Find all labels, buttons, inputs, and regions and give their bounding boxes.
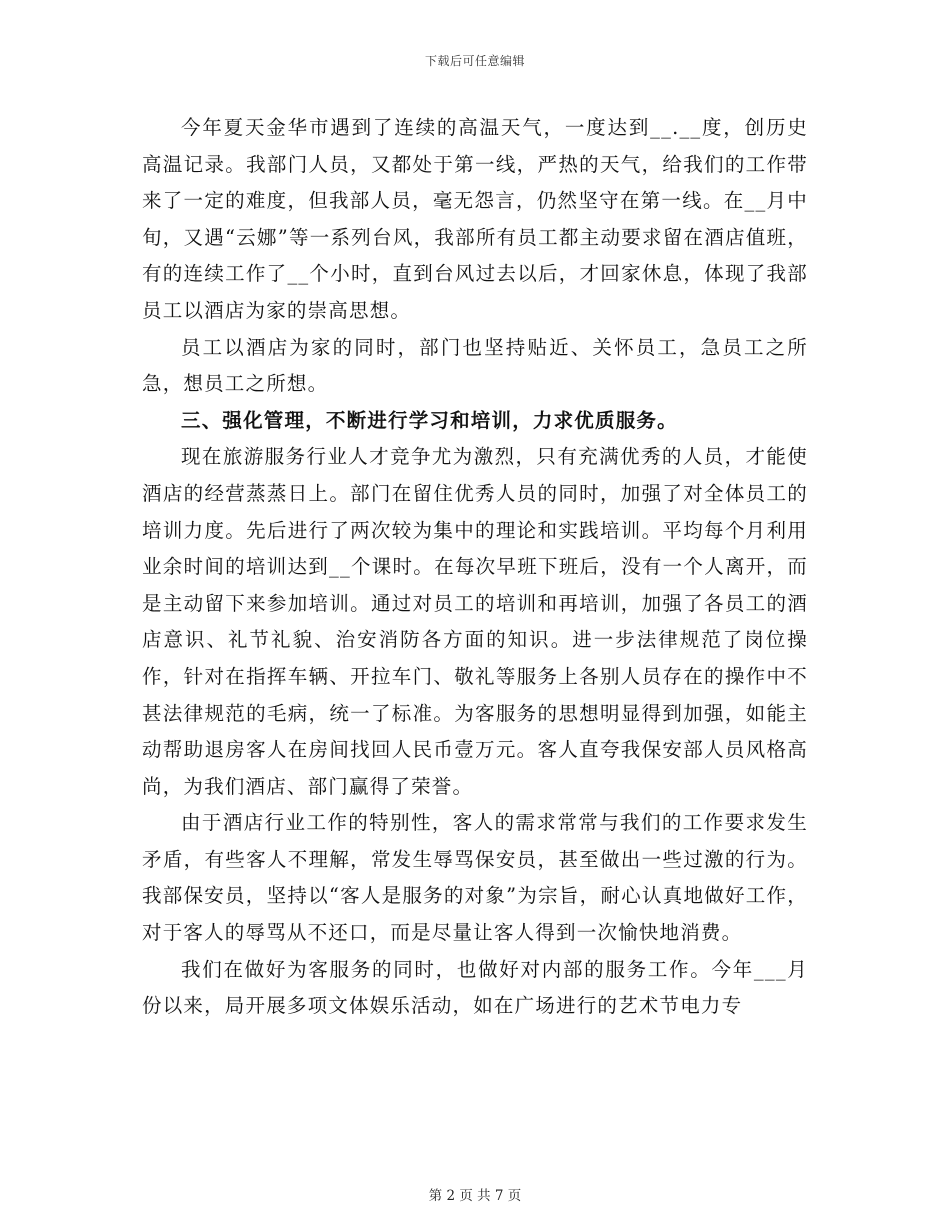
paragraph-guest-service: 由于酒店行业工作的特别性，客人的需求常常与我们的工作要求发生矛盾，有些客人不理解，常发生辱骂保安员，甚至做出一些过激的行为。我部保安员，坚持以“客人是服务的对象”为宗旨，耐心认真地做好工作，对于客人的辱骂从不还口，而是尽量让客人得到一次愉快地消费。 (142, 811, 808, 945)
page-footer-number: 第 2 页 共 7 页 (428, 1188, 522, 1204)
section-heading-training: 三、强化管理，不断进行学习和培训，力求优质服务。 (181, 408, 678, 432)
paragraph-care-for-staff: 员工以酒店为家的同时，部门也坚持贴近、关怀员工，急员工之所急，想员工之所想。 (142, 335, 808, 396)
paragraph-internal-service: 我们在做好为客服务的同时，也做好对内部的服务工作。今年___月份以来，局开展多项文体娱乐活动，如在广场进行的艺术节电力专 (142, 957, 808, 1018)
paragraph-training: 现在旅游服务行业人才竞争尤为激烈，只有充满优秀的人员，才能使酒店的经营蒸蒸日上。部门在留住优秀人员的同时，加强了对全体员工的培训力度。先后进行了两次较为集中的理论和实践培训。平均每个月利用业余时间的培训达到__个课时。在每次早班下班后，没有一个人离开，而是主动留下来参加培训。通过对员工的培训和再培训，加强了各员工的酒店意识、礼节礼貌、治安消防各方面的知识。进一步法律规范了岗位操作，针对在指挥车辆、开拉车门、敬礼等服务上各别人员存在的操作中不甚法律规范的毛病，统一了标准。为客服务的思想明显得到加强，如能主动帮助退房客人在房间找回人民币壹万元。客人直夸我保安部人员风格高尚，为我们酒店、部门赢得了荣誉。 (142, 445, 808, 798)
paragraph-heat-and-typhoon: 今年夏天金华市遇到了连续的高温天气，一度达到__.__度，创历史高温记录。我部门人员，又都处于第一线，严热的天气，给我们的工作带来了一定的难度，但我部人员，毫无怨言，仍然坚守在第一线。在__月中旬，又遇“云娜”等一系列台风，我部所有员工都主动要求留在酒店值班，有的连续工作了__个小时，直到台风过去以后，才回家休息，体现了我部员工以酒店为家的崇高思想。 (142, 116, 808, 322)
page-header-note: 下载后可任意编辑 (424, 54, 525, 68)
document-body (142, 110, 808, 1025)
